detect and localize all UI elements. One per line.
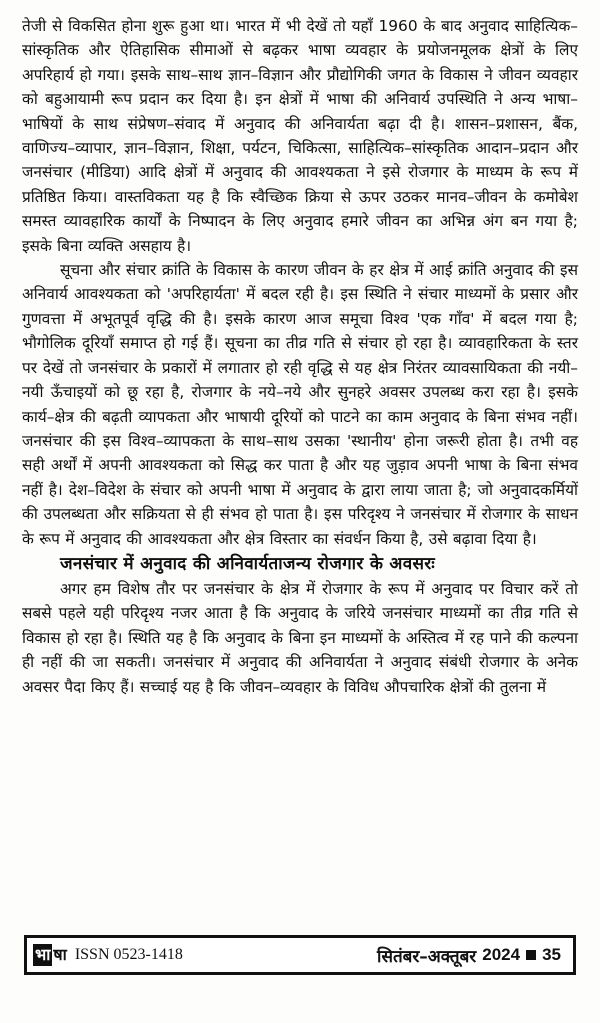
page-number: 35 bbox=[542, 945, 561, 964]
footer-right bbox=[377, 944, 561, 967]
page-footer bbox=[24, 935, 576, 975]
issn-number: ISSN 0523-1418 bbox=[74, 946, 183, 963]
paragraph-1: तेजी से विकसित होना शुरू हुआ था। भारत में भी देखें तो यहाँ 1960 के बाद अनुवाद साहित्यिक–सांस्कृतिक और ऐतिहासिक सीमाओं से बढ़कर भाषा व्यवहार के प्रयोजनमूलक क्षेत्रों के लिए अपरिहार्य हो गया। इसके साथ–साथ ज्ञान–विज्ञान और प्रौद्योगिकी जगत के विकास ने जीवन व्यवहार को बहुआयामी रूप प्रदान कर दिया है। इन क्षेत्रों में भाषा की अनिवार्य उपस्थिति ने अन्य भाषा–भाषियों के साथ संप्रेषण–संवाद में अनुवाद की अनिवार्यता बढ़ा दी है। शासन–प्रशासन, बैंक, वाणिज्य–व्यापार, ज्ञान–विज्ञान, शिक्षा, पर्यटन, चिकित्सा, साहित्यिक–सांस्कृतिक आदान–प्रदान और जनसंचार (मीडिया) आदि क्षेत्रों में अनुवाद की आवश्यकता ने इसे रोजगार के माध्यम के रूप में प्रतिष्ठित किया। वास्तविकता यह है कि स्वैच्छिक क्रिया से ऊपर उठकर मानव–जीवन के कमोबेश समस्त व्यावहारिक कार्यों के निष्पादन के लिए अनुवाद हमारे जीवन का अभिन्न अंग बन गया है; इसके बिना व्यक्ति असहाय है। bbox=[22, 17, 578, 255]
issue-year: 2024 bbox=[482, 945, 521, 964]
paragraph-3: अगर हम विशेष तौर पर जनसंचार के क्षेत्र में रोजगार के रूप में अनुवाद पर विचार करें तो सबसे पहले यही परिदृश्य नजर आता है कि अनुवाद के जरिये जनसंचार माध्यमों का तीव्र गति से विकास हो रहा है। स्थिति यह है कि अनुवाद के बिना इन माध्यमों के अस्तित्व में रह पाने की कल्पना ही नहीं की जा सकती। जनसंचार में अनुवाद की अनिवार्यता ने अनुवाद संबंधी रोजगार के अनेक अवसर पैदा किए हैं। सच्चाई यह है कि जीवन–व्यवहार के विविध औपचारिक क्षेत्रों की तुलना में bbox=[22, 579, 578, 696]
square-bullet-icon bbox=[526, 950, 536, 960]
logo-rest-letters: षा bbox=[53, 945, 67, 964]
paragraph-2: सूचना और संचार क्रांति के विकास के कारण जीवन के हर क्षेत्र में आई क्रांति अनुवाद की इस अनिवार्य आवश्यकता को 'अपरिहार्यता' में बदल रही है। इस स्थिति ने संचार माध्यमों के प्रसार और गुणवत्ता में अभूतपूर्व वृद्धि की है। इसके कारण आज समूचा विश्व 'एक गाँव' में बदल गया है; भौगोलिक दूरियाँ समाप्त हो गई हैं। सूचना का तीव्र गति से संचार हो रहा है। व्यावहारिकता के स्तर पर देखें तो जनसंचार के प्रकारों में लगातार हो रही वृद्धि से यह क्षेत्र निरंतर व्यावसायिकता की नयी–नयी ऊँचाइयों को छू रहा है, रोजगार के नये–नये और सुनहरे अवसर उपलब्ध करा रहा है। इसके कार्य–क्षेत्र की बढ़ती व्यापकता और भाषायी दूरियों को पाटने का काम अनुवाद के बिना संभव नहीं। जनसंचार की इस विश्व–व्यापकता के साथ–साथ उसका 'स्थानीय' होना जरूरी होता है। तभी वह सही अर्थों में अपनी आवश्यकता को सिद्ध कर पाता है और यह जुड़ाव अपनी भाषा के बिना संभव नहीं है। देश–विदेश के संचार को अपनी भाषा में अनुवाद के द्वारा लाया जाता है; जो अनुवादकर्मियों की उपलब्धता और सक्रियता से ही संभव हो पाता है। इस परिदृश्य ने जनसंचार में रोजगार के साधन के रूप में अनुवाद की आवश्यकता और क्षेत्र विस्तार का संवर्धन किया है, उसे बढ़ावा दिया है। bbox=[22, 261, 578, 548]
article-body bbox=[22, 14, 578, 699]
section-heading: जनसंचार में अनुवाद की अनिवार्यताजन्य रोजगार के अवसरः bbox=[60, 553, 435, 574]
issue-months: सितंबर–अक्तूबर bbox=[377, 946, 477, 967]
footer-left bbox=[33, 944, 183, 966]
logo-first-letter: भा bbox=[35, 945, 51, 964]
bhasha-logo bbox=[33, 944, 67, 966]
